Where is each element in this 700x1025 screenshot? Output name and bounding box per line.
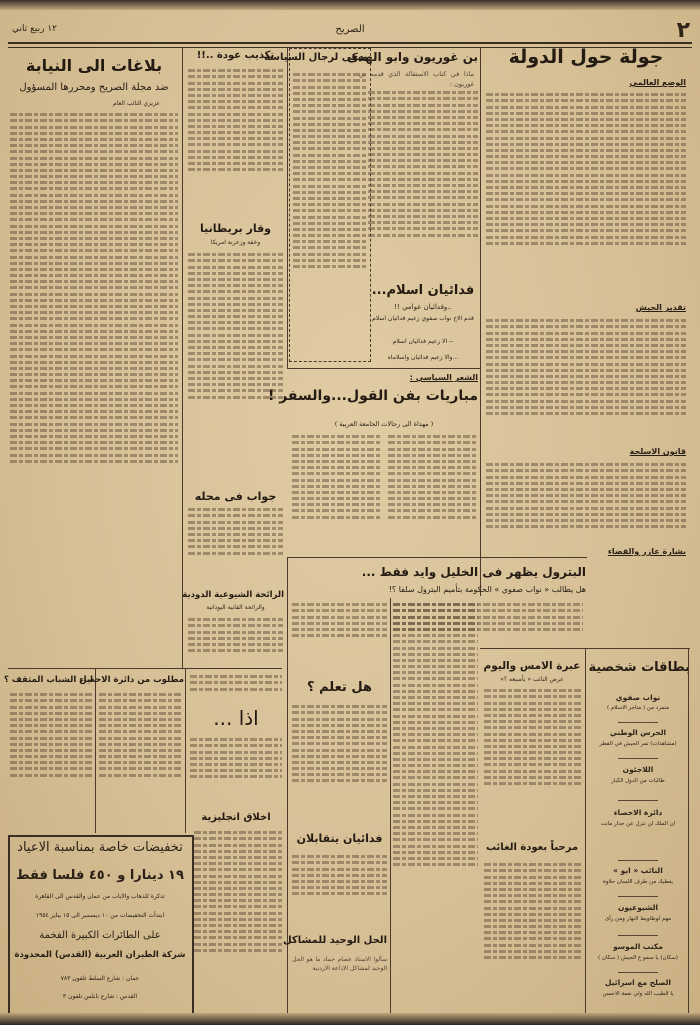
article-body <box>292 600 387 660</box>
headline-denial: تكذيب عودة ..!! <box>196 50 275 61</box>
poem-verses <box>292 432 380 540</box>
subheadline-america: وخفة وزعرنة امريكا <box>210 239 261 246</box>
fidaiyan-line: ...والا زعيم فدائيان واسلاماه <box>387 354 459 361</box>
article-body <box>368 88 478 293</box>
column-divider <box>390 598 391 1018</box>
headline-answer: جواب فى محله <box>194 490 277 503</box>
ad-price: ١٩ دينارا و ٤٥٠ فلسا فقط <box>16 868 184 883</box>
column-divider <box>585 648 586 1018</box>
ad-validity: ابتدأت التخفيضات من ١٠ ديسمبر الى ١٥ يناير ١٩٥٤ <box>35 912 165 919</box>
card-line: يعطيك من طرف اللسان حلاوة <box>602 879 674 885</box>
fidaiyan-line: -- الا زعيم فدائيان اسلام <box>392 338 454 345</box>
article-lead: سألوا الاستاذ عصام حماد ما هو الحل الوحيد لمشاكل الاذاعة الاردنية <box>292 956 387 972</box>
article-body <box>190 735 282 803</box>
article-body <box>99 690 183 830</box>
card-line: متمرد من ( متاجر الاسلام ) <box>606 705 670 711</box>
card-separator <box>618 860 658 861</box>
article-body <box>486 316 686 446</box>
paper-name: الصريح <box>335 24 365 35</box>
article-lead: عرض النائب « بأصبعه ؟» <box>500 676 564 683</box>
card-separator <box>618 758 658 759</box>
headline-do-you-know: هل تعلم ؟ <box>307 680 372 695</box>
article-body <box>188 615 283 675</box>
card-separator <box>618 935 658 936</box>
ad-description: تذكرة للذهاب والاياب من عمان والقدس الى القاهرة <box>35 893 165 900</box>
article-body <box>188 250 283 480</box>
card-line: مهم لوطاويط النهار ومن رأى <box>604 916 672 922</box>
section-weapons-law: قانون الاسلحة <box>629 447 686 456</box>
article-lead: ماذا في كتاب الاستقالة الذي قدمه بن غوريون : <box>359 70 474 88</box>
fidaiyan-line: ..وفدائيان عوامي !! <box>394 303 452 311</box>
article-body <box>486 90 686 290</box>
headline-educated-youth: اين الشباب المثقف ؟ <box>3 675 93 685</box>
page-bottom-edge <box>0 1013 700 1025</box>
page-top-edge <box>0 0 700 10</box>
card-line: ان الملك لن تنزل عن جدار ماتت <box>600 821 676 827</box>
headline-fidaiyan-meet: فدائيان يتقابلان <box>296 832 383 845</box>
section-divider <box>8 668 282 669</box>
article-body <box>10 110 178 665</box>
card-name: الحرس الوطني <box>609 728 667 737</box>
article-body <box>190 672 282 707</box>
article-body <box>194 828 284 1016</box>
headline-english-morals: اخلاق انجليزية <box>201 812 271 823</box>
article-body <box>292 702 387 832</box>
headline-only-solution: الحل الوحيد للمشاكل <box>282 935 387 946</box>
poetry-dedication: ( مهداة الى رجالات الجامعة العربية ) <box>334 420 434 428</box>
article-body <box>292 852 387 927</box>
article-body <box>188 505 283 585</box>
ad-headline: تخفيضات خاصة بمناسبة الاعياد <box>17 840 183 855</box>
section-army-appreciation: تقدير الجيش <box>635 303 686 312</box>
column-divider <box>287 557 288 1017</box>
headline-fidaiyan-islam: فدائيان اسلام... <box>371 283 475 298</box>
card-name: مكتب الموسو <box>613 942 663 951</box>
card-name: نواب صفوي <box>615 693 661 702</box>
addressee: عزيزي النائب العام <box>112 100 160 107</box>
headline-petrol: البترول يظهر فى الخليل وايد فقط ... <box>361 565 586 579</box>
headline-yesterday-today: عبرة الامس واليوم <box>483 660 581 672</box>
card-line: (سكان) يا سمو ع الجيش ( سكان ) <box>597 955 679 961</box>
card-separator <box>618 722 658 723</box>
card-separator <box>618 972 658 973</box>
card-separator <box>618 800 658 801</box>
headline-state-tour: جولة حول الدولة <box>508 46 664 68</box>
section-divider <box>287 557 587 558</box>
article-body <box>10 690 92 830</box>
headline-britain-dignity: وقار بريطانيا <box>199 222 272 235</box>
card-name: الشيوعيون <box>617 903 659 912</box>
headline-reports-prosecution: بلاغات الى النيابة <box>25 56 163 75</box>
ad-company: شركة الطيران العربية (القدس) المحدودة <box>14 950 186 960</box>
subheadline-smell: والرائحة القانية اليودانية <box>206 604 265 611</box>
column-divider <box>480 48 481 596</box>
subheadline-reports: ضد مجلة الصريح ومحررها المسؤول <box>19 82 169 93</box>
column-border <box>688 648 689 1018</box>
section-global-situation: الوضع العالمي <box>629 78 686 87</box>
headline-if: اذا ... <box>213 706 259 730</box>
article-body <box>484 860 582 1015</box>
column-divider <box>182 48 183 668</box>
article-body <box>484 686 582 836</box>
poem-verses <box>388 432 476 540</box>
headline-ben-gurion: بن غوريون وابو الهدى <box>347 50 478 64</box>
headline-census-request: مطلوب من دائرة الاحصاء <box>79 675 184 685</box>
card-name: اللاجئون <box>622 765 654 774</box>
section-divider <box>287 368 480 369</box>
column-divider <box>185 668 186 833</box>
card-separator <box>618 896 658 897</box>
headline-personal-cards: بطاقات شخصية <box>588 660 690 675</box>
section-bishara-azar: بشارة عازر والقضاء <box>607 547 686 556</box>
card-line: (مشاهدات) تمر الجيش في القطر <box>599 741 677 747</box>
headline-poetry: مباريات بفن القول...والسفر ! <box>267 388 478 404</box>
ad-amman-address: عمان : شارع السلط تلفون ٧٨٣ <box>60 975 140 982</box>
card-name: دائرة الاحصاء <box>613 808 663 817</box>
article-body <box>188 66 283 216</box>
masthead <box>8 20 692 42</box>
ad-aircraft: على الطائرات الكبيرة الفخمة <box>39 930 161 941</box>
headline-welcome-back: مرحباً بعودة الغائب <box>485 842 579 853</box>
column-divider <box>95 668 96 833</box>
label-political-poetry: الشعر السياسي : <box>409 373 478 382</box>
card-name: الصلح مع اسرائيل <box>605 978 671 987</box>
headline-communist-smell: الرائحة الشيوعية الدودية <box>182 590 284 600</box>
article-body <box>486 460 686 550</box>
card-name: النائب « ابو » <box>613 866 663 875</box>
card-line: يا الطيب الله ولي نعمة الاحسن <box>602 991 674 997</box>
headline-politicians: مبكى لرجال السياسة <box>264 52 368 63</box>
article-body <box>393 600 478 1015</box>
card-line: طالبات من الدول الكبار <box>611 778 665 784</box>
page-number: ٢ <box>676 18 690 43</box>
airline-advertisement <box>8 835 194 1017</box>
article-body <box>293 70 367 355</box>
ad-jerusalem-address: القدس : شارع نابلس تلفون ٣ <box>62 993 138 1000</box>
issue-date: ١٢ ربيع ثاني <box>12 24 58 34</box>
fidaiyan-line: قدم الاخ نواب صفوي زعيم فدائيان اسلام <box>372 315 474 322</box>
subheadline-petrol: هل يطالب « نواب صفوي » الحكومة بتأميم البترول سلفا ؟! <box>388 585 586 594</box>
